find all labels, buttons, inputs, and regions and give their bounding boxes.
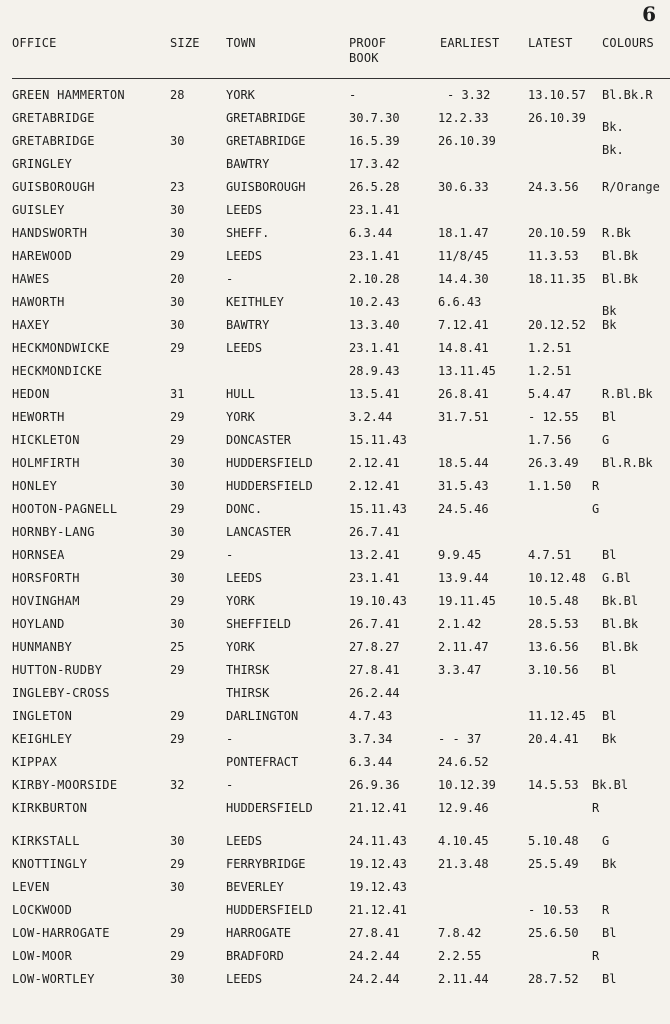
cell-town: YORK: [226, 88, 255, 102]
cell-colours: R.Bk: [602, 226, 631, 240]
cell-size: 23: [170, 180, 185, 194]
table-header: [0, 36, 670, 76]
cell-proof: 26.2.44: [349, 686, 400, 700]
cell-proof: 6.3.44: [349, 226, 393, 240]
table-row: [0, 968, 670, 991]
cell-office: HAWORTH: [12, 295, 65, 309]
table-row: [0, 429, 670, 452]
cell-office: HAXEY: [12, 318, 50, 332]
cell-colours: Bk.Bl: [602, 594, 639, 608]
table-row: [0, 853, 670, 876]
cell-colours: R.Bl.Bk: [602, 387, 653, 401]
cell-proof: 21.12.41: [349, 801, 407, 815]
cell-proof: 23.1.41: [349, 203, 400, 217]
cell-office: INGLETON: [12, 709, 73, 723]
cell-town: HUDDERSFIELD: [226, 801, 313, 815]
cell-earliest: 2.11.44: [438, 972, 489, 986]
cell-latest: 26.3.49: [528, 456, 579, 470]
table-row: [0, 682, 670, 705]
cell-office: HOYLAND: [12, 617, 65, 631]
cell-latest: 25.5.49: [528, 857, 579, 871]
cell-earliest: 26.8.41: [438, 387, 489, 401]
cell-town: YORK: [226, 640, 255, 654]
table-row: [0, 636, 670, 659]
table-row: [0, 521, 670, 544]
cell-earliest: 2.2.55: [438, 949, 482, 963]
cell-proof: 16.5.39: [349, 134, 400, 148]
cell-latest: 4.7.51: [528, 548, 572, 562]
cell-size: 20: [170, 272, 185, 286]
cell-colours: G: [592, 502, 600, 516]
cell-office: HOVINGHAM: [12, 594, 80, 608]
cell-office: KIRKSTALL: [12, 834, 80, 848]
cell-proof: 19.10.43: [349, 594, 407, 608]
header-earliest: EARLIEST: [440, 36, 500, 50]
cell-office: GRETABRIDGE: [12, 111, 95, 125]
cell-office: LOW-WORTLEY: [12, 972, 95, 986]
cell-size: 29: [170, 732, 185, 746]
cell-proof: 23.1.41: [349, 571, 400, 585]
cell-town: SHEFF.: [226, 226, 270, 240]
cell-office: HORNBY-LANG: [12, 525, 95, 539]
cell-town: HULL: [226, 387, 255, 401]
cell-town: LEEDS: [226, 571, 263, 585]
table-row: [0, 130, 670, 157]
cell-size: 29: [170, 433, 185, 447]
cell-town: -: [226, 732, 234, 746]
cell-town: LEEDS: [226, 972, 263, 986]
cell-colours: Bl.Bk: [602, 640, 639, 654]
cell-latest: 13.10.57: [528, 88, 586, 102]
table-row: [0, 452, 670, 475]
cell-latest: 20.12.52: [528, 318, 586, 332]
cell-latest: 20.10.59: [528, 226, 586, 240]
table-row: [0, 945, 670, 968]
cell-size: 29: [170, 663, 185, 677]
cell-office: INGLEBY-CROSS: [12, 686, 110, 700]
cell-town: LEEDS: [226, 249, 263, 263]
cell-office: KEIGHLEY: [12, 732, 73, 746]
cell-size: 30: [170, 295, 185, 309]
cell-latest: 1.2.51: [528, 364, 572, 378]
cell-proof: -: [349, 88, 357, 102]
cell-earliest: 7.8.42: [438, 926, 482, 940]
table-row: [0, 383, 670, 406]
cell-office: HORNSEA: [12, 548, 65, 562]
cell-office: HEWORTH: [12, 410, 65, 424]
cell-town: DONC.: [226, 502, 263, 516]
cell-size: 30: [170, 456, 185, 470]
cell-size: 29: [170, 548, 185, 562]
cell-proof: 4.7.43: [349, 709, 393, 723]
page-number: 6: [642, 2, 656, 26]
cell-proof: 2.12.41: [349, 479, 400, 493]
cell-proof: 15.11.43: [349, 502, 407, 516]
cell-proof: 17.3.42: [349, 157, 400, 171]
cell-town: BEVERLEY: [226, 880, 284, 894]
cell-office: HOOTON-PAGNELL: [12, 502, 118, 516]
cell-town: LANCASTER: [226, 525, 292, 539]
table-row: [0, 567, 670, 590]
table-row: [0, 268, 670, 291]
cell-colours: Bl: [602, 709, 617, 723]
cell-colours: Bk.Bl: [592, 778, 629, 792]
table-row: [0, 153, 670, 176]
cell-latest: 20.4.41: [528, 732, 579, 746]
cell-town: BAWTRY: [226, 318, 270, 332]
cell-earliest: 2.1.42: [438, 617, 482, 631]
cell-earliest: 18.5.44: [438, 456, 489, 470]
cell-office: LOW-MOOR: [12, 949, 73, 963]
cell-latest: 26.10.39: [528, 111, 586, 125]
cell-earliest: 21.3.48: [438, 857, 489, 871]
table-row: [0, 245, 670, 268]
table-row: [0, 498, 670, 521]
table-row: [0, 613, 670, 636]
table-row: [0, 84, 670, 107]
cell-latest: 1.1.50: [528, 479, 572, 493]
cell-earliest: 11/8/45: [438, 249, 489, 263]
cell-proof: 3.7.34: [349, 732, 393, 746]
table-row: [0, 176, 670, 199]
cell-office: GRETABRIDGE: [12, 134, 95, 148]
cell-proof: 24.2.44: [349, 949, 400, 963]
cell-town: YORK: [226, 410, 255, 424]
table-row: [0, 291, 670, 318]
cell-latest: 28.7.52: [528, 972, 579, 986]
cell-town: LEEDS: [226, 341, 263, 355]
cell-colours: Bl.Bk.R: [602, 88, 653, 102]
cell-office: HEDON: [12, 387, 50, 401]
cell-size: 29: [170, 949, 185, 963]
table-row: [0, 830, 670, 853]
table-body: [0, 84, 670, 991]
cell-latest: 10.5.48: [528, 594, 579, 608]
cell-latest: 5.4.47: [528, 387, 572, 401]
cell-latest: 13.6.56: [528, 640, 579, 654]
cell-town: BAWTRY: [226, 157, 270, 171]
table-row: [0, 590, 670, 613]
cell-size: 28: [170, 88, 185, 102]
table-row: [0, 899, 670, 922]
cell-office: LOCKWOOD: [12, 903, 73, 917]
cell-earliest: 12.9.46: [438, 801, 489, 815]
header-rule: [12, 78, 670, 79]
cell-colours: G: [602, 834, 610, 848]
cell-colours: Bl: [602, 926, 617, 940]
table-row: [0, 751, 670, 774]
cell-office: HONLEY: [12, 479, 58, 493]
cell-colours: R: [592, 479, 600, 493]
cell-earliest: 31.7.51: [438, 410, 489, 424]
table-row: [0, 705, 670, 728]
cell-office: KIPPAX: [12, 755, 58, 769]
table-row: [0, 222, 670, 245]
cell-colours: Bk.: [602, 143, 624, 157]
cell-proof: 23.1.41: [349, 341, 400, 355]
cell-earliest: 6.6.43: [438, 295, 482, 309]
cell-earliest: 4.10.45: [438, 834, 489, 848]
cell-latest: - 12.55: [528, 410, 579, 424]
cell-size: 29: [170, 249, 185, 263]
cell-town: LEEDS: [226, 834, 263, 848]
cell-proof: 26.5.28: [349, 180, 400, 194]
table-row: [0, 797, 670, 820]
cell-office: HECKMONDWICKE: [12, 341, 110, 355]
cell-size: 30: [170, 203, 185, 217]
cell-earliest: 30.6.33: [438, 180, 489, 194]
cell-latest: 10.12.48: [528, 571, 586, 585]
cell-town: GUISBOROUGH: [226, 180, 306, 194]
cell-earliest: 18.1.47: [438, 226, 489, 240]
cell-proof: 3.2.44: [349, 410, 393, 424]
cell-size: 29: [170, 410, 185, 424]
cell-size: 30: [170, 880, 185, 894]
table-row: [0, 107, 670, 134]
cell-size: 30: [170, 479, 185, 493]
cell-proof: 26.9.36: [349, 778, 400, 792]
cell-size: 30: [170, 571, 185, 585]
cell-proof: 10.2.43: [349, 295, 400, 309]
cell-town: HUDDERSFIELD: [226, 479, 313, 493]
cell-latest: 25.6.50: [528, 926, 579, 940]
cell-proof: 27.8.41: [349, 926, 400, 940]
cell-town: HARROGATE: [226, 926, 292, 940]
cell-colours: Bk: [602, 732, 617, 746]
cell-earliest: 31.5.43: [438, 479, 489, 493]
cell-colours: R/Orange: [602, 180, 660, 194]
cell-town: PONTEFRACT: [226, 755, 299, 769]
cell-earliest: - 3.32: [447, 88, 491, 102]
cell-office: LOW-HARROGATE: [12, 926, 110, 940]
cell-colours: Bl: [602, 410, 617, 424]
cell-earliest: 24.5.46: [438, 502, 489, 516]
cell-town: THIRSK: [226, 663, 270, 677]
cell-colours: Bk: [602, 304, 617, 318]
table-row: [0, 406, 670, 429]
cell-earliest: 14.8.41: [438, 341, 489, 355]
cell-colours: R: [592, 949, 600, 963]
cell-office: HICKLETON: [12, 433, 80, 447]
table-row: [0, 360, 670, 383]
cell-latest: 18.11.35: [528, 272, 586, 286]
cell-colours: Bk: [602, 318, 617, 332]
cell-proof: 19.12.43: [349, 857, 407, 871]
cell-earliest: - - 37: [438, 732, 482, 746]
cell-proof: 26.7.41: [349, 525, 400, 539]
cell-office: HANDSWORTH: [12, 226, 88, 240]
header-colours: COLOURS: [602, 36, 654, 50]
cell-office: HUNMANBY: [12, 640, 73, 654]
cell-town: HUDDERSFIELD: [226, 456, 313, 470]
cell-town: GRETABRIDGE: [226, 111, 306, 125]
table-row: [0, 922, 670, 945]
cell-town: -: [226, 272, 234, 286]
cell-colours: Bl.Bk: [602, 272, 639, 286]
cell-office: HECKMONDICKE: [12, 364, 103, 378]
cell-proof: 24.11.43: [349, 834, 407, 848]
table-row: [0, 337, 670, 360]
cell-size: 32: [170, 778, 185, 792]
cell-town: THIRSK: [226, 686, 270, 700]
cell-earliest: 26.10.39: [438, 134, 496, 148]
cell-office: HAREWOOD: [12, 249, 73, 263]
cell-proof: 23.1.41: [349, 249, 400, 263]
cell-proof: 26.7.41: [349, 617, 400, 631]
table-row: [0, 544, 670, 567]
cell-proof: 30.7.30: [349, 111, 400, 125]
cell-latest: 11.3.53: [528, 249, 579, 263]
cell-earliest: 19.11.45: [438, 594, 496, 608]
cell-size: 30: [170, 226, 185, 240]
cell-office: KIRBY-MOORSIDE: [12, 778, 118, 792]
cell-town: LEEDS: [226, 203, 263, 217]
cell-town: KEITHLEY: [226, 295, 284, 309]
cell-town: FERRYBRIDGE: [226, 857, 306, 871]
header-town: TOWN: [226, 36, 256, 50]
table-row: [0, 774, 670, 797]
cell-latest: 11.12.45: [528, 709, 586, 723]
cell-earliest: 14.4.30: [438, 272, 489, 286]
cell-office: GREEN HAMMERTON: [12, 88, 125, 102]
cell-proof: 6.3.44: [349, 755, 393, 769]
cell-colours: Bl.Bk: [602, 249, 639, 263]
cell-town: YORK: [226, 594, 255, 608]
header-proof-line1: PROOF: [349, 36, 387, 50]
cell-town: DONCASTER: [226, 433, 292, 447]
cell-earliest: 13.9.44: [438, 571, 489, 585]
cell-proof: 24.2.44: [349, 972, 400, 986]
cell-size: 30: [170, 617, 185, 631]
cell-earliest: 24.6.52: [438, 755, 489, 769]
cell-latest: 3.10.56: [528, 663, 579, 677]
cell-proof: 13.2.41: [349, 548, 400, 562]
cell-latest: 5.10.48: [528, 834, 579, 848]
cell-proof: 28.9.43: [349, 364, 400, 378]
cell-colours: Bl: [602, 663, 617, 677]
table-row: [0, 199, 670, 222]
header-proof-line2: BOOK: [349, 51, 379, 65]
cell-proof: 27.8.27: [349, 640, 400, 654]
cell-office: LEVEN: [12, 880, 50, 894]
cell-size: 29: [170, 709, 185, 723]
cell-size: 29: [170, 502, 185, 516]
cell-office: HUTTON-RUDBY: [12, 663, 103, 677]
table-row: [0, 314, 670, 337]
table-row: [0, 659, 670, 682]
cell-earliest: 9.9.45: [438, 548, 482, 562]
cell-office: GRINGLEY: [12, 157, 73, 171]
cell-size: 29: [170, 857, 185, 871]
cell-town: BRADFORD: [226, 949, 284, 963]
cell-latest: 1.7.56: [528, 433, 572, 447]
cell-office: KNOTTINGLY: [12, 857, 88, 871]
cell-earliest: 7.12.41: [438, 318, 489, 332]
cell-colours: R: [592, 801, 600, 815]
cell-colours: Bl.Bk: [602, 617, 639, 631]
cell-colours: Bl: [602, 548, 617, 562]
cell-proof: 2.12.41: [349, 456, 400, 470]
cell-colours: Bl.R.Bk: [602, 456, 653, 470]
cell-office: HORSFORTH: [12, 571, 80, 585]
cell-latest: - 10.53: [528, 903, 579, 917]
cell-office: HAWES: [12, 272, 50, 286]
cell-earliest: 3.3.47: [438, 663, 482, 677]
cell-town: -: [226, 778, 234, 792]
cell-size: 30: [170, 134, 185, 148]
cell-proof: 13.5.41: [349, 387, 400, 401]
cell-colours: G: [602, 433, 610, 447]
cell-latest: 24.3.56: [528, 180, 579, 194]
table-row: [0, 876, 670, 899]
cell-office: HOLMFIRTH: [12, 456, 80, 470]
cell-colours: Bl: [602, 972, 617, 986]
cell-earliest: 12.2.33: [438, 111, 489, 125]
cell-size: 30: [170, 318, 185, 332]
cell-proof: 21.12.41: [349, 903, 407, 917]
cell-colours: G.Bl: [602, 571, 631, 585]
cell-latest: 1.2.51: [528, 341, 572, 355]
cell-size: 30: [170, 525, 185, 539]
cell-size: 25: [170, 640, 185, 654]
cell-proof: 15.11.43: [349, 433, 407, 447]
cell-latest: 14.5.53: [528, 778, 579, 792]
cell-office: KIRKBURTON: [12, 801, 88, 815]
cell-colours: Bk.: [602, 120, 624, 134]
cell-proof: 27.8.41: [349, 663, 400, 677]
table-row: [0, 475, 670, 498]
cell-colours: Bk: [602, 857, 617, 871]
cell-latest: 28.5.53: [528, 617, 579, 631]
cell-size: 30: [170, 834, 185, 848]
cell-proof: 2.10.28: [349, 272, 400, 286]
cell-proof: 19.12.43: [349, 880, 407, 894]
cell-town: DARLINGTON: [226, 709, 299, 723]
cell-size: 30: [170, 972, 185, 986]
cell-size: 31: [170, 387, 185, 401]
cell-earliest: 2.11.47: [438, 640, 489, 654]
cell-earliest: 10.12.39: [438, 778, 496, 792]
cell-earliest: 13.11.45: [438, 364, 496, 378]
cell-size: 29: [170, 926, 185, 940]
header-size: SIZE: [170, 36, 200, 50]
header-latest: LATEST: [528, 36, 573, 50]
cell-office: GUISLEY: [12, 203, 65, 217]
cell-proof: 13.3.40: [349, 318, 400, 332]
cell-colours: R: [602, 903, 610, 917]
cell-town: HUDDERSFIELD: [226, 903, 313, 917]
cell-office: GUISBOROUGH: [12, 180, 95, 194]
header-office: OFFICE: [12, 36, 57, 50]
cell-size: 29: [170, 341, 185, 355]
cell-town: SHEFFIELD: [226, 617, 292, 631]
cell-town: GRETABRIDGE: [226, 134, 306, 148]
cell-town: -: [226, 548, 234, 562]
cell-size: 29: [170, 594, 185, 608]
table-row: [0, 728, 670, 751]
